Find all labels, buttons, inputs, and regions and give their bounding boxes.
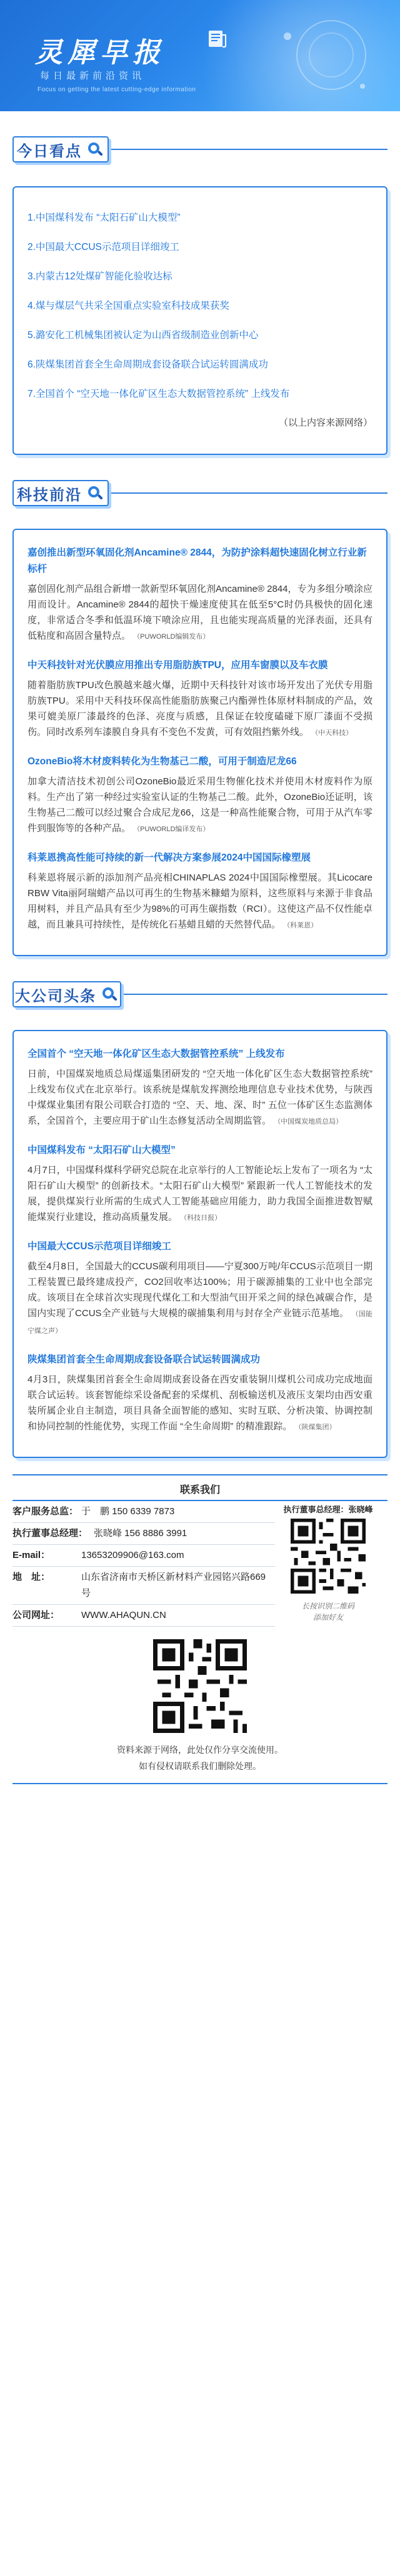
article-text: 4月7日，中国煤科煤科学研究总院在北京举行的人工智能论坛上发布了一项名为 “太阳石矿山大模型” 的创新技术。“太阳石矿山大模型” 紧跟新一代人工智能技术的发展，提供煤炭行业所需的生成式人工智能基础应用能力，助力我国全面推进数智赋能煤炭行业建设，推动高质量发展。 <box>28 1165 372 1222</box>
article-body <box>28 581 372 645</box>
article-title[interactable]: 陕煤集团首套全生命周期成套设备联合试运转圆满成功 <box>28 1354 261 1365</box>
contact-value[interactable]: WWW.AHAQUN.CN <box>81 1610 166 1620</box>
today-item[interactable]: 3.内蒙古12处煤矿智能化验收达标 <box>28 271 172 282</box>
article <box>28 1142 372 1226</box>
article <box>28 754 372 837</box>
official-account-qr-code[interactable] <box>153 1639 247 1733</box>
article-title[interactable]: 科莱恩携高性能可持续的新一代解决方案参展2024中国国际橡塑展 <box>28 852 311 863</box>
today-item[interactable]: 4.煤与煤层气共采全国重点实验室科技成果获奖 <box>28 301 229 311</box>
contact-label: 公司网址： <box>12 1610 60 1620</box>
today-highlights-box <box>12 186 388 455</box>
today-item[interactable]: 2.中国最大CCUS示范项目详细竣工 <box>28 242 179 252</box>
footer-line-2: 如有侵权请联系我们删除处理。 <box>139 1761 261 1771</box>
article-source: （PUWORLD编辑发布） <box>133 633 210 641</box>
footer-disclaimer <box>0 1742 400 1774</box>
article <box>28 850 372 934</box>
article <box>28 657 372 741</box>
company-section-title: 大公司头条 <box>15 986 96 1005</box>
article-text: 加拿大清洁技术初创公司OzoneBio最近采用生物催化技术并使用木材废料作为原料。生产出了第一种经过实验室认证的生物基己二酸。此外，OzoneBio还证明，该生物基己二酸可以经过聚合合成尼龙66，这是一种高性能聚合物，可用于从汽车零件到服饰等的各种产品。 <box>28 776 372 834</box>
magnifier-icon <box>100 985 119 1004</box>
company-section-header <box>0 972 400 1016</box>
magnifier-icon <box>86 140 104 159</box>
article-title[interactable]: 中天科技针对光伏膜应用推出专用脂肪族TPU，应用车窗膜以及车衣膜 <box>28 660 328 671</box>
contact-value[interactable]: 张晓峰 156 8886 3991 <box>94 1528 188 1539</box>
article-body <box>28 774 372 837</box>
article-title[interactable]: 全国首个 “空天地一体化矿区生态大数据管控系统” 上线发布 <box>28 1049 285 1059</box>
newspaper-icon <box>206 27 228 49</box>
banner-subtitle: 每日最新前沿资讯 <box>40 71 146 81</box>
article-body <box>28 870 372 934</box>
article-source: （科技日报） <box>180 1214 222 1222</box>
article-source: （中天科技） <box>311 729 353 737</box>
qr-caption: 执行董事总经理：张晓峰 <box>283 1505 373 1514</box>
article-title[interactable]: 嘉创推出新型环氧固化剂Ancamine® 2844，为防护涂料超快速固化树立行业新标杆 <box>28 547 367 574</box>
article-text: 嘉创固化剂产品组合新增一款新型环氧固化剂Ancamine® 2844，专为多组分喷涂应用而设计。Ancamine® 2844的超快干燥速度使其在低至5°C时仍具极快的固化速度，非常适合冬季和低温环境下喷涂应用，且也能实现高质量的光泽表面，还具有低粘度和高固含量特点。 <box>28 584 372 641</box>
wechat-qr-panel <box>269 1503 388 1623</box>
article-source: （中国煤炭地质总局） <box>274 1118 343 1126</box>
today-section-title: 今日看点 <box>17 141 82 160</box>
banner-decoration <box>250 11 375 99</box>
contact-row <box>12 1501 275 1523</box>
article-body <box>28 1259 372 1339</box>
footer-divider <box>12 1783 388 1784</box>
article-text: 截至4月8日，全国最大的CCUS碳利用项目——宁夏300万吨/年CCUS示范项目一期工程装置已最终建成投产，CO2回收率达100%；用于碳源捕集的工业中也全部完成。该项目在全球首次实现现代煤化工和大型油气田开采之间的绿色减碳合作，是国内实现了CCUS全产业链与大规模的碳捕集利用与封存全产业链示范基地。 <box>28 1261 372 1319</box>
contact-label: 客户服务总监： <box>12 1506 79 1517</box>
article-body <box>28 1066 372 1130</box>
contact-row <box>12 1545 275 1567</box>
tech-section-title: 科技前沿 <box>17 485 82 504</box>
today-item[interactable]: 6.陕煤集团首套全生命周期成套设备联合试运转圆满成功 <box>28 359 268 370</box>
today-item[interactable]: 7.全国首个 “空天地一体化矿区生态大数据管控系统” 上线发布 <box>28 389 290 399</box>
contact-label: 地 址： <box>12 1572 51 1582</box>
contact-label: E-mail： <box>12 1550 51 1560</box>
article <box>28 545 372 645</box>
today-section-header <box>0 127 400 171</box>
article-text: 随着脂肪族TPU改色膜越来越火爆，近期中天科技针对该市场开发出了光伏专用脂肪族TPU。采用中天科技环保高性能脂肪族聚己内酯弹性体原材料制成的产品，效果可媲美原厂漆最终的色泽、亮度与质感，且保证在较度磕碰下原厂漆面不受损伤。同时改系列车漆膜自身具有不变色不发黄，可有效阻挡紫外线。 <box>28 680 372 737</box>
tech-articles-box <box>12 529 388 956</box>
article-text: 科莱恩将展示新的添加剂产品亮相CHINAPLAS 2024中国国际橡塑展。其Licocare RBW Vita丽阿瑞蜡产品以可再生的生物基米糠蜡为原料，这些原料与来源于非食品用树料，并且产品具有至少为98%的可再生碳指数（RCI）。这使这产品不仅性能卓越，而且兼具可持续性，是传统化石基蜡且蜡的天然替代品。 <box>28 872 372 930</box>
banner-english-tagline: Focus on getting the latest cutting-edge information <box>38 86 196 93</box>
company-articles-box <box>12 1030 388 1458</box>
contact-section <box>12 1474 388 1627</box>
contact-value[interactable]: 13653209906@163.com <box>81 1550 184 1560</box>
article-source: （国能宁煤之声） <box>28 1310 373 1335</box>
today-section-tag <box>12 136 109 162</box>
today-item[interactable]: 5.潞安化工机械集团被认定为山西省级制造业创新中心 <box>28 330 259 341</box>
article-body <box>28 1162 372 1226</box>
tech-section-tag <box>12 480 109 506</box>
article-title[interactable]: 中国煤科发布 “太阳石矿山大模型” <box>28 1145 176 1156</box>
contact-value[interactable]: 于 鹏 150 6339 7873 <box>81 1506 175 1517</box>
qr-hint-line: 长按识别二维码 <box>301 1602 354 1610</box>
article <box>28 1239 372 1339</box>
article-source: （陕煤集团） <box>294 1424 336 1431</box>
header-banner <box>0 0 400 111</box>
article-title[interactable]: 中国最大CCUS示范项目详细竣工 <box>28 1241 171 1252</box>
source-footnote: （以上内容来源网络） <box>278 417 372 428</box>
tech-section-header <box>0 471 400 515</box>
article-body <box>28 1372 372 1435</box>
article-text: 4月3日，陕煤集团首套全生命周期成套设备在西安重装铜川煤机公司成功完成地面联合试运转。该套智能综采设备配套的采煤机、刮板输送机及液压支架均由西安重装所属企业自主制造，项目具备全面智能的感知、实时互联、分析决策、协调控制和协同控制的性能优势，实现工作面 “全生命周期” 的精准跟踪。 <box>28 1374 372 1432</box>
contact-row <box>12 1523 275 1545</box>
article <box>28 1046 372 1130</box>
article-text: 日前，中国煤炭地质总局煤遥集团研发的 “空天地一体化矿区生态大数据管控系统” 上线发布仪式在北京举行。该系统是煤航发挥测绘地理信息专业技术优势，与陕西中煤煤业集团有限公司联合打造的 “空、天、地、深、时” 五位一体矿区生态监测体系，全国首个，主要应用于矿山生态修复活动全周期监管。 <box>28 1069 372 1126</box>
article-title[interactable]: OzoneBio将木材废料转化为生物基己二酸，可用于制造尼龙66 <box>28 756 297 767</box>
magnifier-icon <box>86 484 104 502</box>
qr-hint-line: 添加好友 <box>312 1613 343 1622</box>
contact-value: 山东省济南市天桥区新材料产业园铭兴路669号 <box>81 1572 266 1599</box>
company-section-tag <box>12 981 121 1007</box>
banner-title: 灵犀早报 <box>35 37 165 69</box>
contact-label: 执行董事总经理： <box>12 1528 88 1539</box>
footer-line-1: 资料来源于网络，此处仅作分享交流使用。 <box>117 1745 283 1755</box>
wechat-qr-code[interactable] <box>291 1519 366 1594</box>
article-source: （科莱恩） <box>283 922 318 929</box>
article <box>28 1352 372 1435</box>
contact-header: 联系我们 <box>12 1475 388 1501</box>
contact-row <box>12 1567 275 1605</box>
article-body <box>28 677 372 741</box>
qr-hint <box>269 1600 388 1623</box>
contact-row <box>12 1605 275 1627</box>
today-item[interactable]: 1.中国煤科发布 “太阳石矿山大模型” <box>28 212 181 223</box>
article-source: （PUWORLD编译发布） <box>133 826 210 833</box>
